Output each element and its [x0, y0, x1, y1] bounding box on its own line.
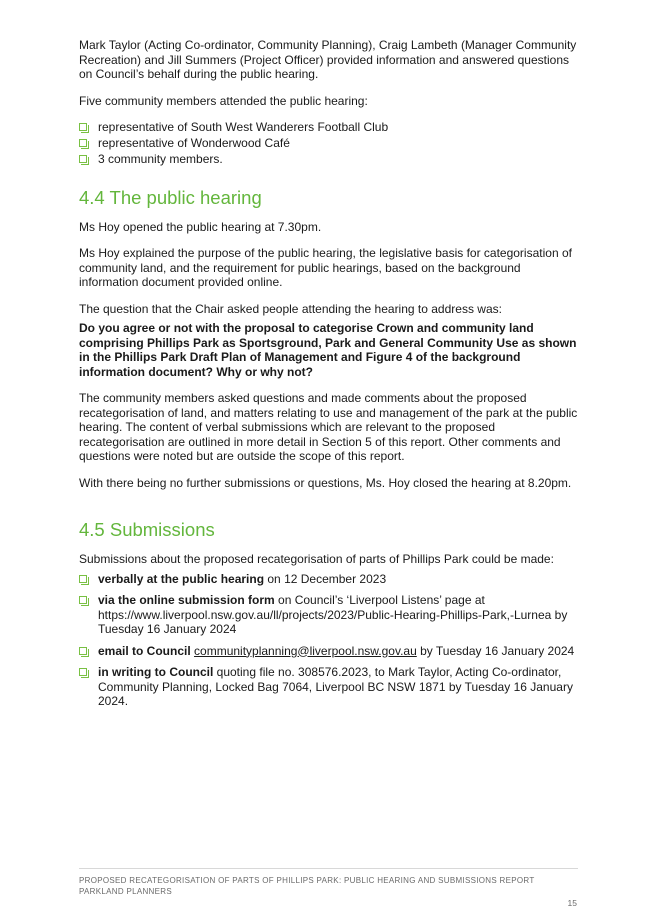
list-item: representative of South West Wanderers Football Club: [79, 120, 579, 135]
comments-paragraph: The community members asked questions and made comments about the proposed recategorisation of land, and matters relating to use and management of the park at the public hearing. The content of verbal submissions which are relevant to the proposed recategorisation are outlined in more detail in Section 5 of this report. Other comments and questions were noted but are outside the scope of this report.: [79, 391, 578, 463]
section-heading-public-hearing: 4.4 The public hearing: [79, 186, 262, 208]
checkbox-bullet-icon: [79, 575, 87, 583]
list-item: representative of Wonderwood Café: [79, 136, 579, 151]
attendance-paragraph: Five community members attended the public hearing:: [79, 93, 368, 108]
list-item: verbally at the public hearing on 12 December 2023: [79, 572, 579, 587]
checkbox-bullet-icon: [79, 123, 87, 131]
list-item: email to Council communityplanning@liverpool.nsw.gov.au by Tuesday 16 January 2024: [79, 644, 579, 659]
submission-method-list: [79, 572, 579, 709]
section-heading-submissions: 4.5 Submissions: [79, 519, 215, 540]
email-link[interactable]: communityplanning@liverpool.nsw.gov.au: [194, 643, 417, 658]
footer-divider: [79, 868, 578, 869]
opened-paragraph: Ms Hoy opened the public hearing at 7.30pm.: [79, 219, 322, 234]
list-item: 3 community members.: [79, 152, 579, 167]
checkbox-bullet-icon: [79, 668, 87, 676]
closed-paragraph: With there being no further submissions or questions, Ms. Hoy closed the hearing at 8.20pm.: [79, 475, 572, 490]
checkbox-bullet-icon: [79, 155, 87, 163]
page-number: 15: [567, 898, 577, 908]
list-item: in writing to Council quoting file no. 308576.2023, to Mark Taylor, Acting Co-ordinator, Community Planning, Locked Bag 7064, Liverpool BC NSW 1871 by Tuesday 16 January 2024.: [79, 665, 579, 709]
explained-paragraph: Ms Hoy explained the purpose of the public hearing, the legislative basis for categorisation of community land, and the requirement for public hearings, based on the background information document provided online.: [79, 246, 572, 289]
footer-author: PARKLAND PLANNERS: [79, 887, 172, 896]
question-intro-paragraph: The question that the Chair asked people attending the hearing to address was:: [79, 301, 502, 316]
list-item: via the online submission form on Council’s ‘Liverpool Listens’ page at https://www.liverpool.nsw.gov.au/ll/projects/2023/Public-Hearing-Phillips-Park,-Lurnea by Tuesday 16 January 2024: [79, 593, 579, 637]
footer-report-title: PROPOSED RECATEGORISATION OF PARTS OF PHILLIPS PARK: PUBLIC HEARING AND SUBMISSIONS REPORT: [79, 876, 535, 885]
attendee-list: [79, 120, 579, 167]
footer: [79, 875, 535, 897]
staff-paragraph: Mark Taylor (Acting Co-ordinator, Community Planning), Craig Lambeth (Manager Community Recreation) and Jill Summers (Project Officer) provided information and answered questions on Council’s behalf during the public hearing.: [79, 38, 577, 81]
hearing-question: Do you agree or not with the proposal to categorise Crown and community land comprising Phillips Park as Sportsground, Park and General Community Use as shown in the Phillips Park Draft Plan of Management and Figure 4 of the background information document? Why or why not?: [79, 321, 577, 379]
checkbox-bullet-icon: [79, 647, 87, 655]
checkbox-bullet-icon: [79, 139, 87, 147]
submissions-intro: Submissions about the proposed recategorisation of parts of Phillips Park could be made:: [79, 552, 554, 566]
page-content: [79, 38, 579, 721]
checkbox-bullet-icon: [79, 596, 87, 604]
